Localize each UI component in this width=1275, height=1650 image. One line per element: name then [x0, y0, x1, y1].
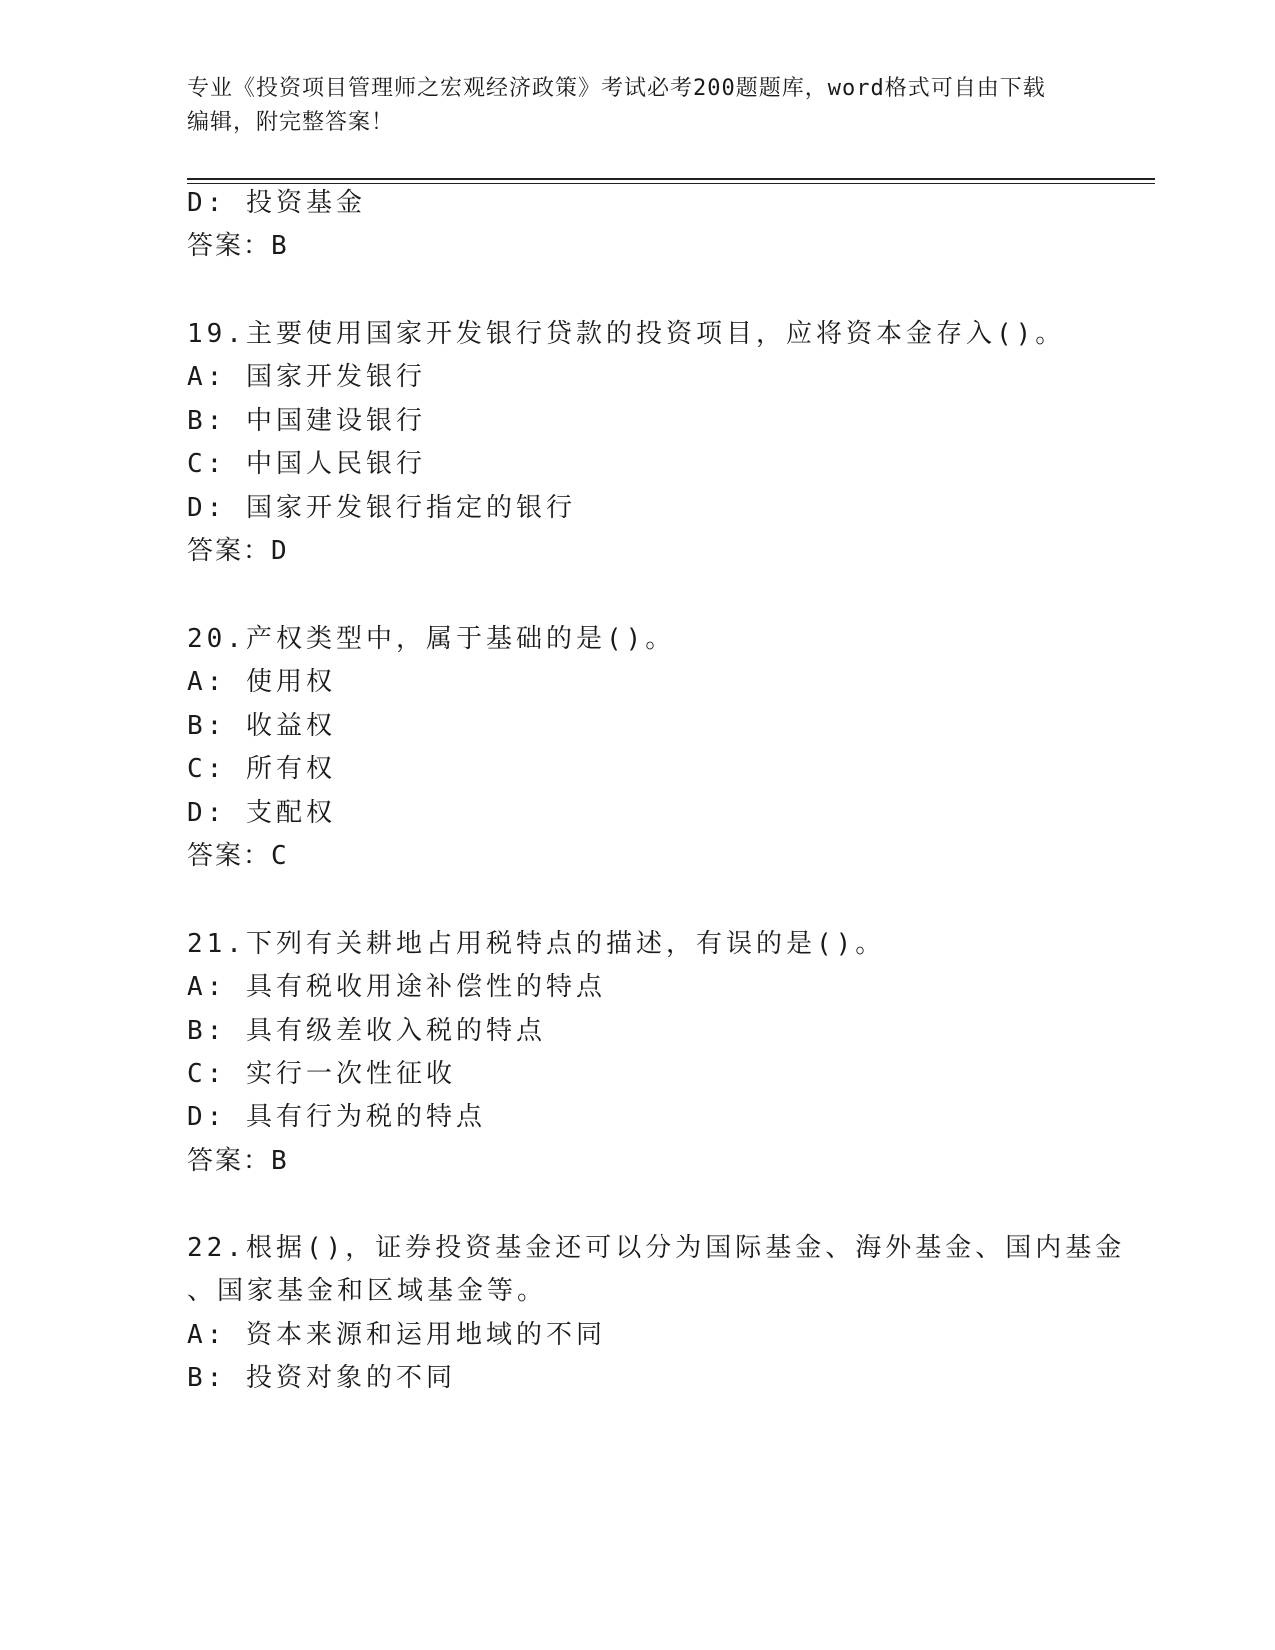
q19-answer: 答案：D: [187, 536, 289, 566]
q18-answer: 答案：B: [187, 231, 289, 261]
q21-option-a: A: 具有税收用途补偿性的特点: [187, 972, 606, 1002]
document-header: 专业《投资项目管理师之宏观经济政策》考试必考200题题库，word格式可自由下载编辑，附完整答案！: [187, 76, 1046, 135]
q20-option-a: A: 使用权: [187, 667, 336, 697]
q20-answer: 答案：C: [187, 841, 289, 871]
q20-question: 20.产权类型中，属于基础的是()。: [187, 624, 676, 654]
q21-option-b: B: 具有级差收入税的特点: [187, 1016, 546, 1046]
q19-option-d: D: 国家开发银行指定的银行: [187, 493, 576, 523]
q20-option-d: D: 支配权: [187, 798, 336, 828]
q22-option-a: A: 资本来源和运用地域的不同: [187, 1320, 606, 1350]
q21-question: 21.下列有关耕地占用税特点的描述，有误的是()。: [187, 929, 886, 959]
q19-option-a: A: 国家开发银行: [187, 362, 426, 392]
q22-question-line2: 、国家基金和区域基金等。: [187, 1276, 548, 1306]
q19-question: 19.主要使用国家开发银行贷款的投资项目，应将资本金存入()。: [187, 319, 1066, 349]
q20-option-b: B: 收益权: [187, 711, 336, 741]
q19-option-b: B: 中国建设银行: [187, 406, 426, 436]
q21-option-c: C: 实行一次性征收: [187, 1059, 456, 1089]
q22-option-b: B: 投资对象的不同: [187, 1363, 456, 1393]
header-divider: [187, 178, 1155, 184]
q21-option-d: D: 具有行为税的特点: [187, 1102, 486, 1132]
q18-option-d: D: 投资基金: [187, 188, 366, 218]
q20-option-c: C: 所有权: [187, 754, 336, 784]
q21-answer: 答案：B: [187, 1146, 289, 1176]
q22-question-line1: 22.根据()，证券投资基金还可以分为国际基金、海外基金、国内基金: [187, 1233, 1126, 1263]
q19-option-c: C: 中国人民银行: [187, 449, 426, 479]
